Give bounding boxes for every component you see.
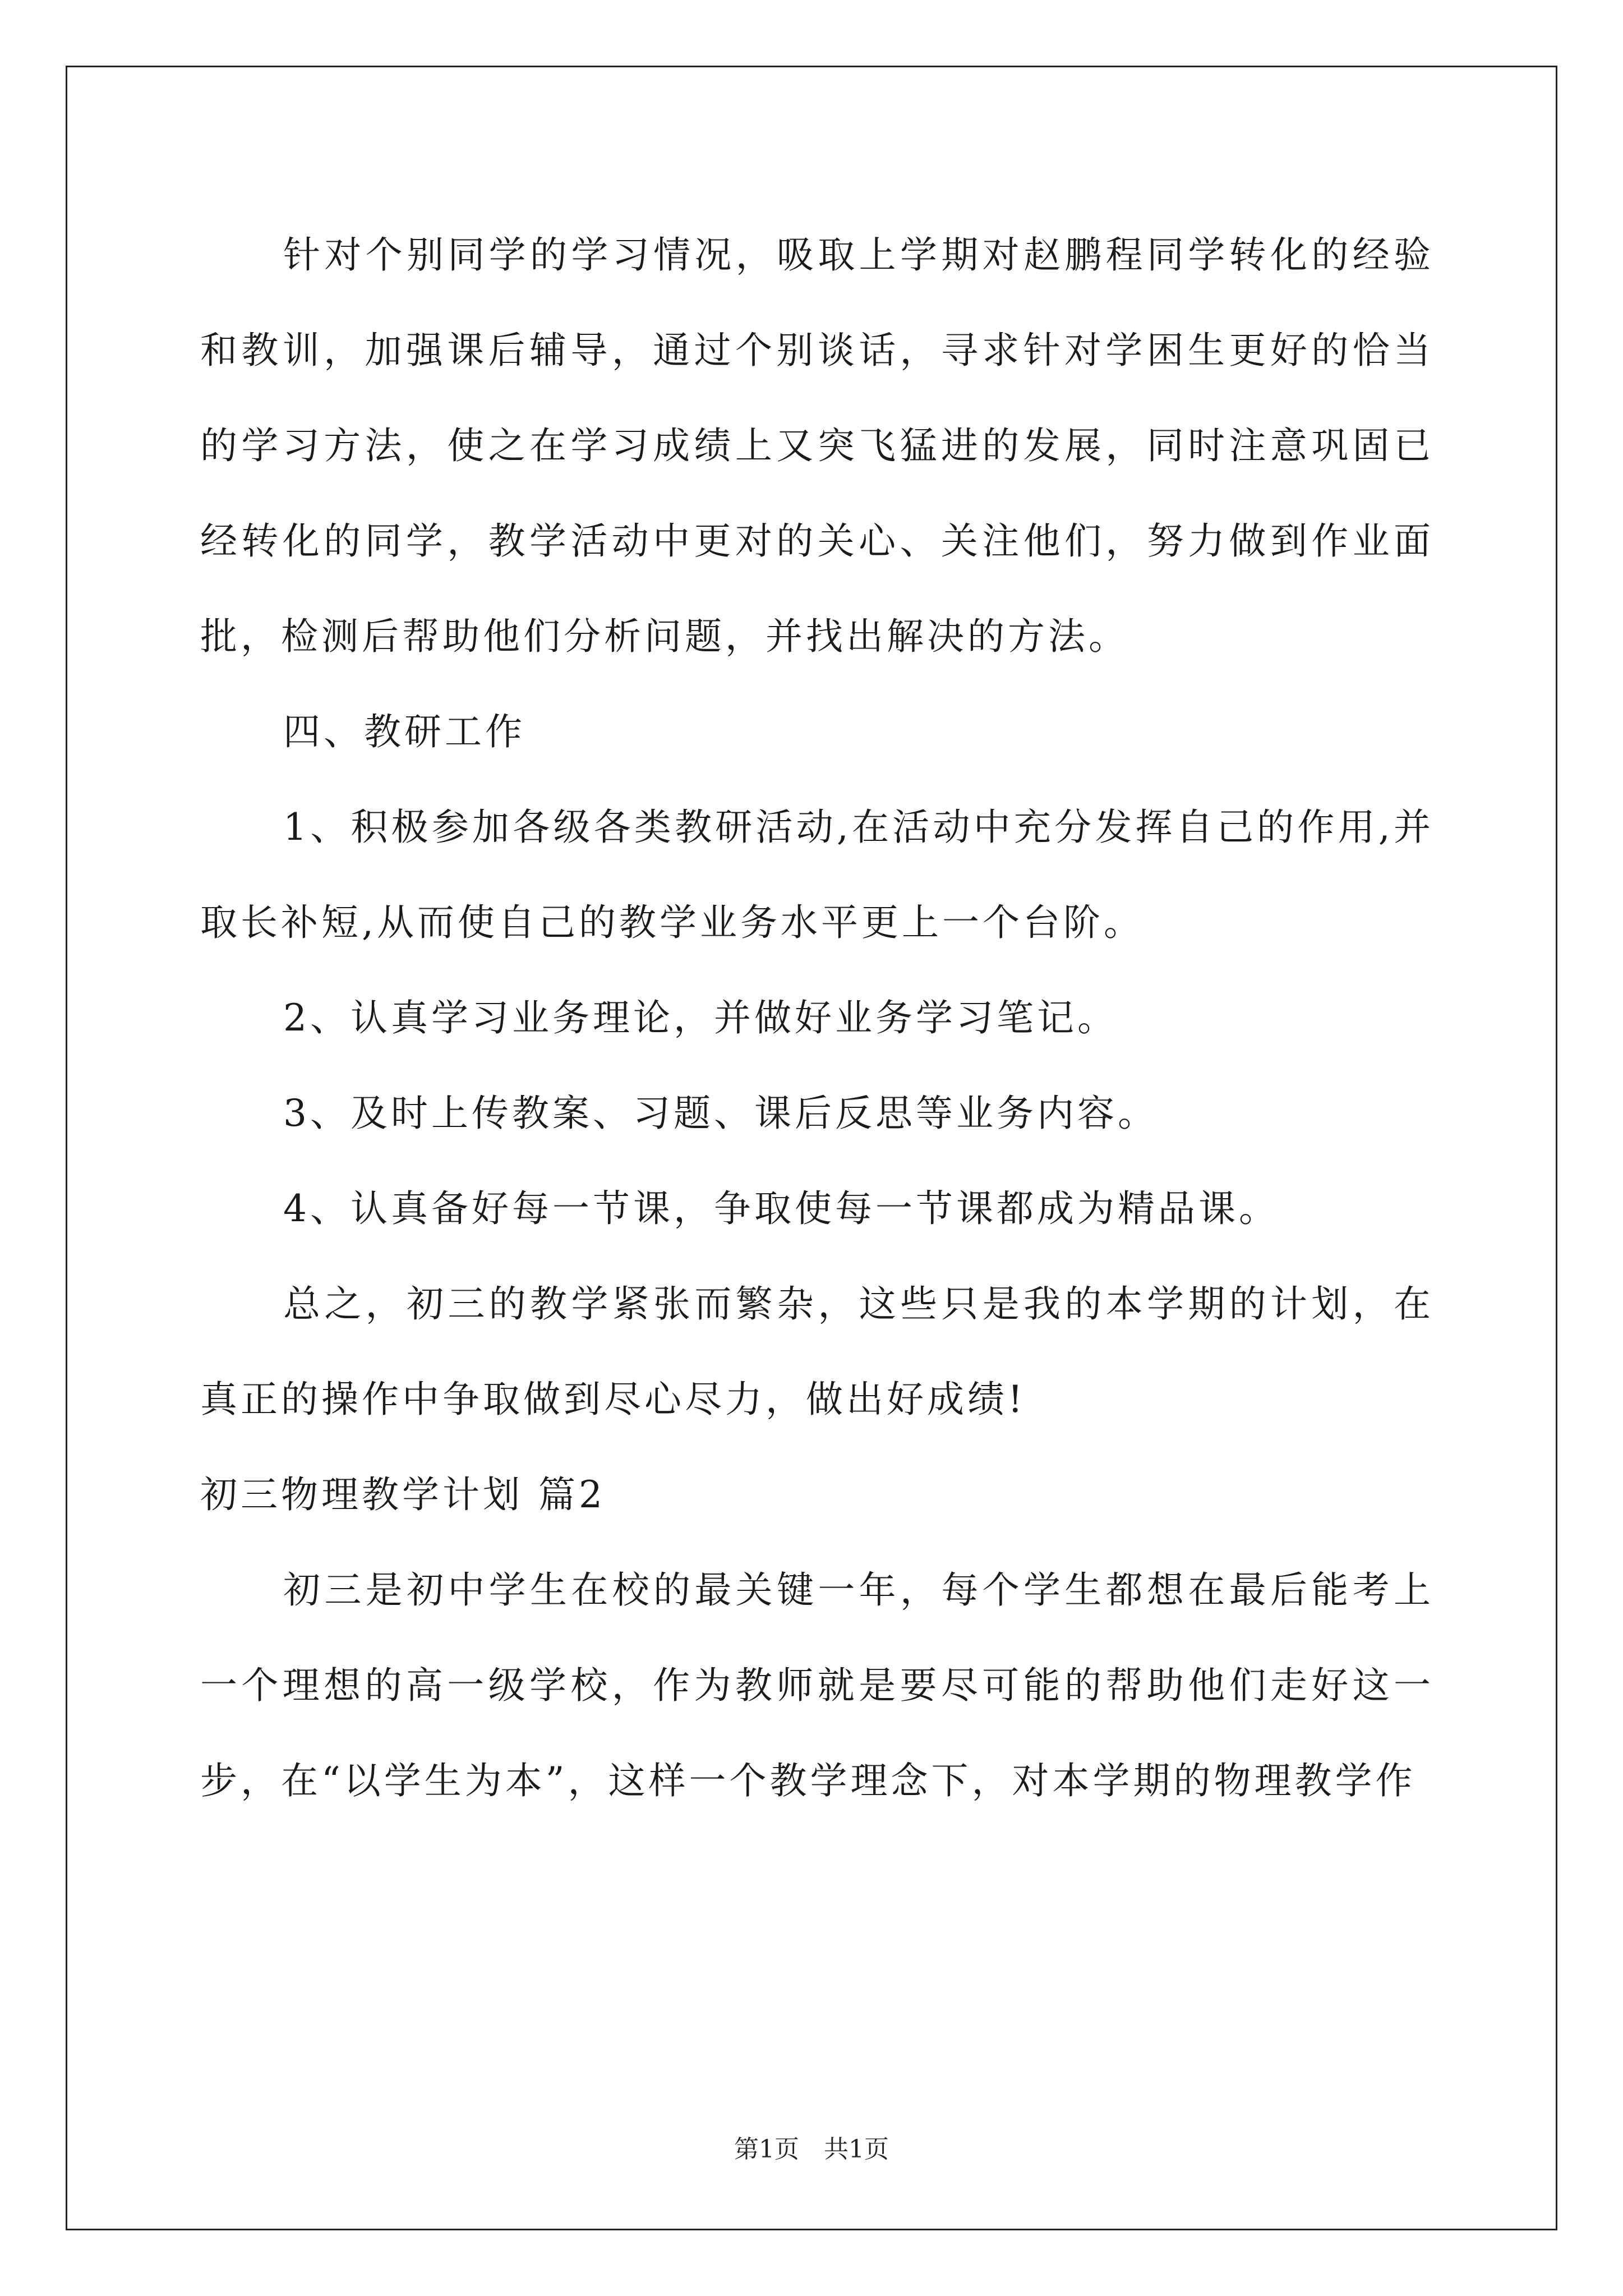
paragraph-research-item-3: 3、及时上传教案、习题、课后反思等业务内容。	[283, 1092, 1158, 1135]
page-number: 第1页	[734, 2135, 799, 2164]
page-total: 共1页	[824, 2135, 889, 2164]
section-heading-research: 四、教研工作	[283, 710, 525, 753]
paragraph-summary: 总之，初三的教学紧张而繁杂，这些只是我的本学期的计划，在真正的操作中争取做到尽心尽力，做出好成绩!	[200, 1282, 1434, 1421]
paragraph-research-item-1: 1、积极参加各级各类教研活动,在活动中充分发挥自己的作用,并取长补短,从而使自己的教学业务水平更上一个台阶。	[200, 806, 1434, 944]
paragraph-student-guidance: 针对个别同学的学习情况，吸取上学期对赵鹏程同学转化的经验和教训，加强课后辅导，通过个别谈话，寻求针对学困生更好的恰当的学习方法，使之在学习成绩上又突飞猛进的发展，同时注意巩固已经转化的同学，教学活动中更对的关心、关注他们，努力做到作业面批，检测后帮助他们分析问题，并找出解决的方法。	[200, 233, 1434, 658]
document-body	[200, 208, 1434, 1829]
paragraph-research-item-2: 2、认真学习业务理论，并做好业务学习笔记。	[283, 996, 1118, 1039]
page-footer	[0, 2129, 1623, 2165]
paragraph-intro: 初三是初中学生在校的最关键一年，每个学生都想在最后能考上一个理想的高一级学校，作为教师就是要尽可能的帮助他们走好这一步，在“以学生为本”，这样一个教学理念下，对本学期的物理教学作	[200, 1568, 1434, 1802]
paragraph-research-item-4: 4、认真备好每一节课，争取使每一节课都成为精品课。	[283, 1187, 1279, 1230]
article-title: 初三物理教学计划 篇2	[200, 1473, 606, 1516]
